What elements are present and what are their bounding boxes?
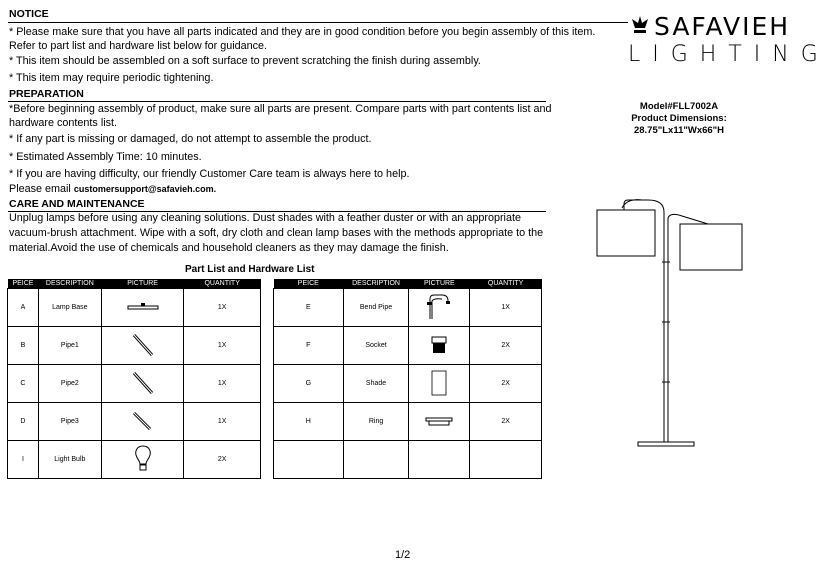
- floor-lamp-illustration: [592, 192, 792, 452]
- pipe-icon: [131, 408, 155, 434]
- quantity-cell: 1X: [184, 327, 261, 365]
- preparation-line: * If you are having difficulty, our friendly Customer Care team is always here to help.: [9, 168, 410, 180]
- description-cell: Pipe2: [38, 365, 101, 403]
- quantity-cell: 2X: [470, 403, 542, 441]
- notice-rule: [8, 22, 628, 23]
- brand-subtitle: LIGHTING: [628, 42, 830, 67]
- preparation-line: * If any part is missing or damaged, do not attempt to assemble the product.: [9, 133, 372, 145]
- column-header: PICTURE: [409, 279, 470, 289]
- table-row: [8, 327, 261, 365]
- notice-line: * This item may require periodic tightening.: [9, 72, 214, 84]
- picture-cell: [101, 441, 184, 479]
- pipe-icon: [131, 332, 155, 358]
- preparation-heading: PREPARATION: [9, 88, 84, 100]
- description-cell: Socket: [343, 327, 409, 365]
- description-cell: Pipe3: [38, 403, 101, 441]
- picture-cell: [101, 365, 184, 403]
- description-cell: Shade: [343, 365, 409, 403]
- description-cell: Ring: [343, 403, 409, 441]
- quantity-cell: [470, 441, 542, 479]
- description-cell: [343, 441, 409, 479]
- care-line: material.Avoid the use of chemicals and household cleaners as they may damage the finish.: [9, 242, 449, 254]
- quantity-cell: 2X: [470, 365, 542, 403]
- parts-table-left: [7, 279, 261, 479]
- socket-icon: [430, 335, 448, 355]
- table-row: [8, 403, 261, 441]
- table-row: [274, 403, 542, 441]
- care-line: Unplug lamps before using any cleaning solutions. Dust shades with a feather duster or with an appropriate: [9, 212, 521, 224]
- care-heading: CARE AND MAINTENANCE: [9, 198, 145, 210]
- table-row: [8, 289, 261, 327]
- lamp-base-icon: [126, 302, 160, 312]
- picture-cell: [101, 403, 184, 441]
- description-cell: Pipe1: [38, 327, 101, 365]
- shade-icon: [431, 370, 447, 396]
- crown-icon: [628, 14, 652, 38]
- piece-cell: D: [8, 403, 39, 441]
- dimensions-value: 28.75"Lx11"Wx66"H: [633, 125, 725, 136]
- piece-cell: [274, 441, 344, 479]
- notice-line: Refer to part list and hardware list below for guidance.: [9, 40, 268, 52]
- support-email-line: [9, 183, 216, 196]
- quantity-cell: 1X: [184, 403, 261, 441]
- column-header: DESCRIPTION: [343, 279, 409, 289]
- quantity-cell: 1X: [184, 289, 261, 327]
- description-cell: Lamp Base: [38, 289, 101, 327]
- picture-cell: [409, 327, 470, 365]
- quantity-cell: 1X: [184, 365, 261, 403]
- piece-cell: C: [8, 365, 39, 403]
- piece-cell: I: [8, 441, 39, 479]
- column-header: PEICE: [8, 279, 39, 289]
- notice-heading: NOTICE: [9, 8, 49, 20]
- email-label: Please email: [9, 183, 74, 195]
- table-row: [274, 289, 542, 327]
- picture-cell: [101, 327, 184, 365]
- preparation-rule: [8, 101, 546, 102]
- picture-cell: [409, 403, 470, 441]
- picture-cell: [409, 289, 470, 327]
- column-header: DESCRIPTION: [38, 279, 101, 289]
- column-header: QUANTITY: [184, 279, 261, 289]
- piece-cell: F: [274, 327, 344, 365]
- table-row: [274, 365, 542, 403]
- description-cell: Bend Pipe: [343, 289, 409, 327]
- quantity-cell: 2X: [470, 327, 542, 365]
- picture-cell: [409, 365, 470, 403]
- table-title: Part List and Hardware List: [185, 264, 315, 275]
- light-bulb-icon: [133, 444, 153, 474]
- table-row: [274, 441, 542, 479]
- piece-cell: B: [8, 327, 39, 365]
- piece-cell: A: [8, 289, 39, 327]
- description-cell: Light Bulb: [38, 441, 101, 479]
- page-number: 1/2: [395, 549, 411, 561]
- support-email-link[interactable]: customersupport@safavieh.com.: [73, 184, 217, 194]
- preparation-line: *Before beginning assembly of product, make sure all parts are present. Compare parts with part contents list and: [9, 103, 552, 115]
- bend-pipe-icon: [424, 293, 454, 321]
- quantity-cell: 2X: [184, 441, 261, 479]
- ring-icon: [425, 415, 453, 427]
- picture-cell: [409, 441, 470, 479]
- piece-cell: E: [274, 289, 344, 327]
- care-line: vacuum-brush attachment. Wipe with a soft, dry cloth and clean lamp bases with the methods appropriate to the: [9, 227, 544, 239]
- brand-name: SAFAVIEH: [654, 12, 791, 41]
- piece-cell: G: [274, 365, 344, 403]
- notice-line: * Please make sure that you have all parts indicated and they are in good condition before you begin assembly of this item.: [9, 26, 596, 38]
- table-row: [8, 441, 261, 479]
- table-row: [274, 327, 542, 365]
- table-row: [8, 365, 261, 403]
- column-header: PEICE: [274, 279, 344, 289]
- column-header: QUANTITY: [470, 279, 542, 289]
- quantity-cell: 1X: [470, 289, 542, 327]
- parts-table-right: [273, 279, 542, 479]
- column-header: PICTURE: [101, 279, 184, 289]
- preparation-line: hardware contents list.: [9, 117, 118, 129]
- piece-cell: H: [274, 403, 344, 441]
- notice-line: * This item should be assembled on a soft surface to prevent scratching the finish during assembly.: [9, 55, 481, 67]
- dimensions-label: Product Dimensions:: [631, 113, 727, 124]
- picture-cell: [101, 289, 184, 327]
- preparation-line: * Estimated Assembly Time: 10 minutes.: [9, 151, 202, 163]
- pipe-icon: [131, 370, 155, 396]
- model-number: Model#FLL7002A: [639, 101, 719, 112]
